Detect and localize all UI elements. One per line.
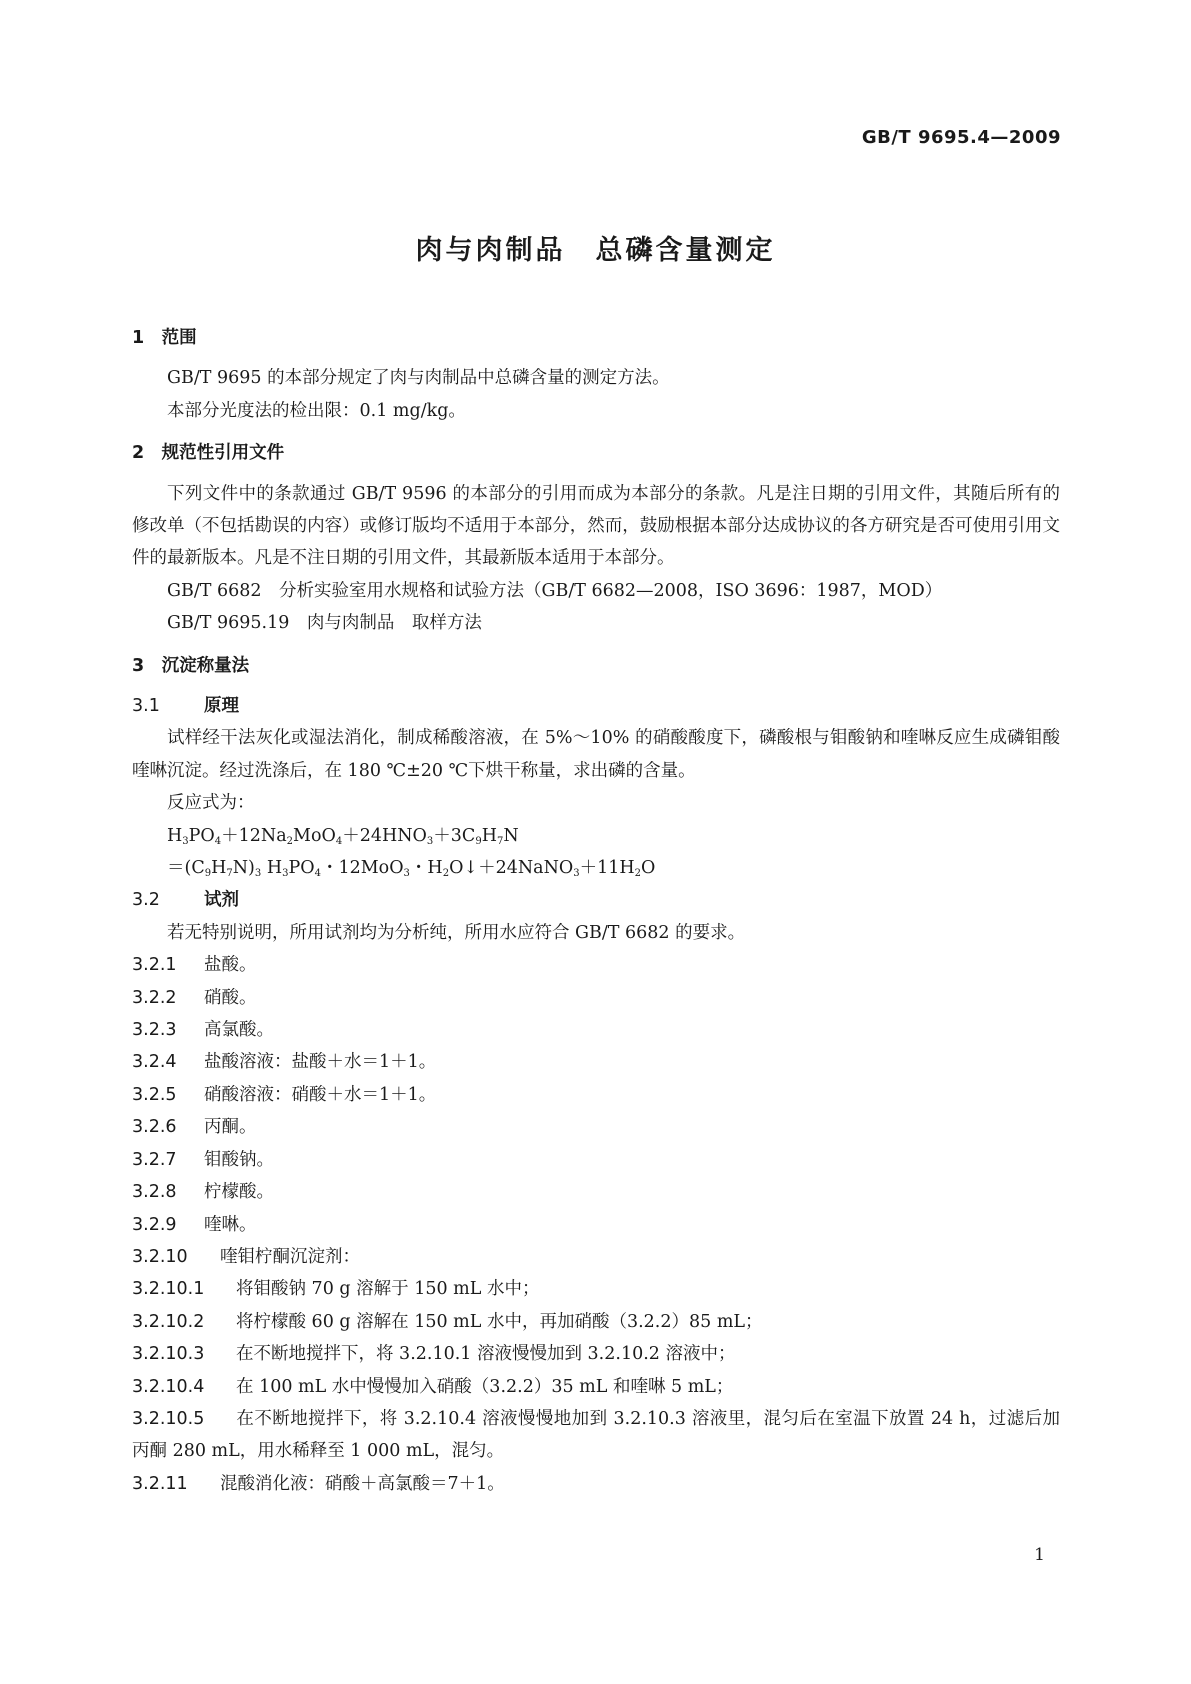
reagent-subitem: 3.2.10.3 在不断地搅拌下，将 3.2.10.1 溶液慢慢加到 3.2.10.2 溶液中； [132, 1344, 736, 1365]
reference-item-gbt6682: GB/T 6682 分析实验室用水规格和试验方法（GB/T 6682—2008，ISO 3696：1987，MOD） [167, 580, 943, 601]
reagent-subitem: 3.2.10.4 在 100 mL 水中慢慢加入硝酸（3.2.2）35 mL 和喹啉 5 mL； [132, 1376, 734, 1397]
reagent-item: 3.2.3 高氯酸。 [132, 1020, 274, 1041]
reagent-item: 3.2.7 钼酸钠。 [132, 1149, 274, 1170]
references-paragraph: 下列文件中的条款通过 GB/T 9596 的本部分的引用而成为本部分的条款。凡是注日期的引用文件，其随后所有的修改单（不包括勘误的内容）或修订版均不适用于本部分，然而，鼓励根据本部分达成协议的各方研究是否可使用引用文件的最新版本。凡是不注日期的引用文件，其最新版本适用于本部分。 [132, 483, 1060, 569]
page-number: 1 [1034, 1545, 1045, 1565]
reagent-subitem: 3.2.10.1 将钼酸钠 70 g 溶解于 150 mL 水中； [132, 1279, 540, 1300]
reagent-item: 3.2.6 丙酮。 [132, 1117, 257, 1138]
reagent-item: 3.2.5 硝酸溶液：硝酸＋水＝1＋1。 [132, 1084, 437, 1105]
subsection-label: 原理 [204, 696, 239, 717]
reagent-item: 3.2.4 盐酸溶液：盐酸＋水＝1＋1。 [132, 1052, 437, 1073]
section-heading-gravimetric-method: 3 沉淀称量法 [132, 655, 250, 676]
reagent-subitem: 3.2.10.2 将柠檬酸 60 g 溶解在 150 mL 水中，再加硝酸（3.2.2）85 mL； [132, 1311, 763, 1332]
subsection-number: 3.1 [132, 696, 160, 717]
reagent-item: 3.2.8 柠檬酸。 [132, 1182, 274, 1203]
section-heading-scope: 1 范围 [132, 328, 197, 348]
document-body [132, 322, 1060, 1500]
scope-paragraph-1: GB/T 9695 的本部分规定了肉与肉制品中总磷含量的测定方法。 [167, 368, 670, 389]
reaction-equation-line-2: $=(C_9H_7N)_3$ $H_3PO_4$・12MoO$_3$・$H_2O↓+24NaNO_3+11H_2O$ [167, 858, 656, 880]
reagent-item: 3.2.10 喹钼柠酮沉淀剂： [132, 1246, 360, 1267]
subsection-principle-heading [132, 690, 1060, 722]
reaction-label: 反应式为： [167, 793, 255, 814]
document-title: 肉与肉制品 总磷含量测定 [415, 235, 776, 266]
subsection-number: 3.2 [132, 890, 160, 911]
scope-paragraph-2: 本部分光度法的检出限：0.1 mg/kg。 [167, 400, 466, 421]
reagent-item: 3.2.9 喹啉。 [132, 1214, 257, 1235]
subsection-label: 试剂 [204, 890, 239, 911]
reagents-paragraph: 若无特别说明，所用试剂均为分析纯，所用水应符合 GB/T 6682 的要求。 [167, 922, 746, 943]
reaction-equation-line-1: $H_3PO_4+12Na_2MoO_4+24HNO_3+3C_9H_7N$ [167, 825, 519, 847]
standard-code: GB/T 9695.4—2009 [861, 127, 1061, 148]
section-heading-normative-references: 2 规范性引用文件 [132, 443, 285, 464]
subsection-reagents-heading [132, 884, 1060, 916]
reference-item-gbt9695-19: GB/T 9695.19 肉与肉制品 取样方法 [167, 613, 482, 634]
reagent-subitem: 3.2.10.5 在不断地搅拌下，将 3.2.10.4 溶液慢慢地加到 3.2.10.3 溶液里，混匀后在室温下放置 24 h，过滤后加丙酮 280 mL，用水稀释至 1 000 mL，混匀。 [132, 1408, 1060, 1462]
reagent-item: 3.2.1 盐酸。 [132, 955, 257, 976]
principle-paragraph: 试样经干法灰化或湿法消化，制成稀酸溶液，在 5%～10% 的硝酸酸度下，磷酸根与钼酸钠和喹啉反应生成磷钼酸喹啉沉淀。经过洗涤后，在 180 ℃±20 ℃下烘干称量，求出磷的含量。 [132, 728, 1060, 781]
reagent-item: 3.2.11 混酸消化液：硝酸＋高氯酸＝7＋1。 [132, 1473, 505, 1494]
reagent-item: 3.2.2 硝酸。 [132, 987, 257, 1008]
